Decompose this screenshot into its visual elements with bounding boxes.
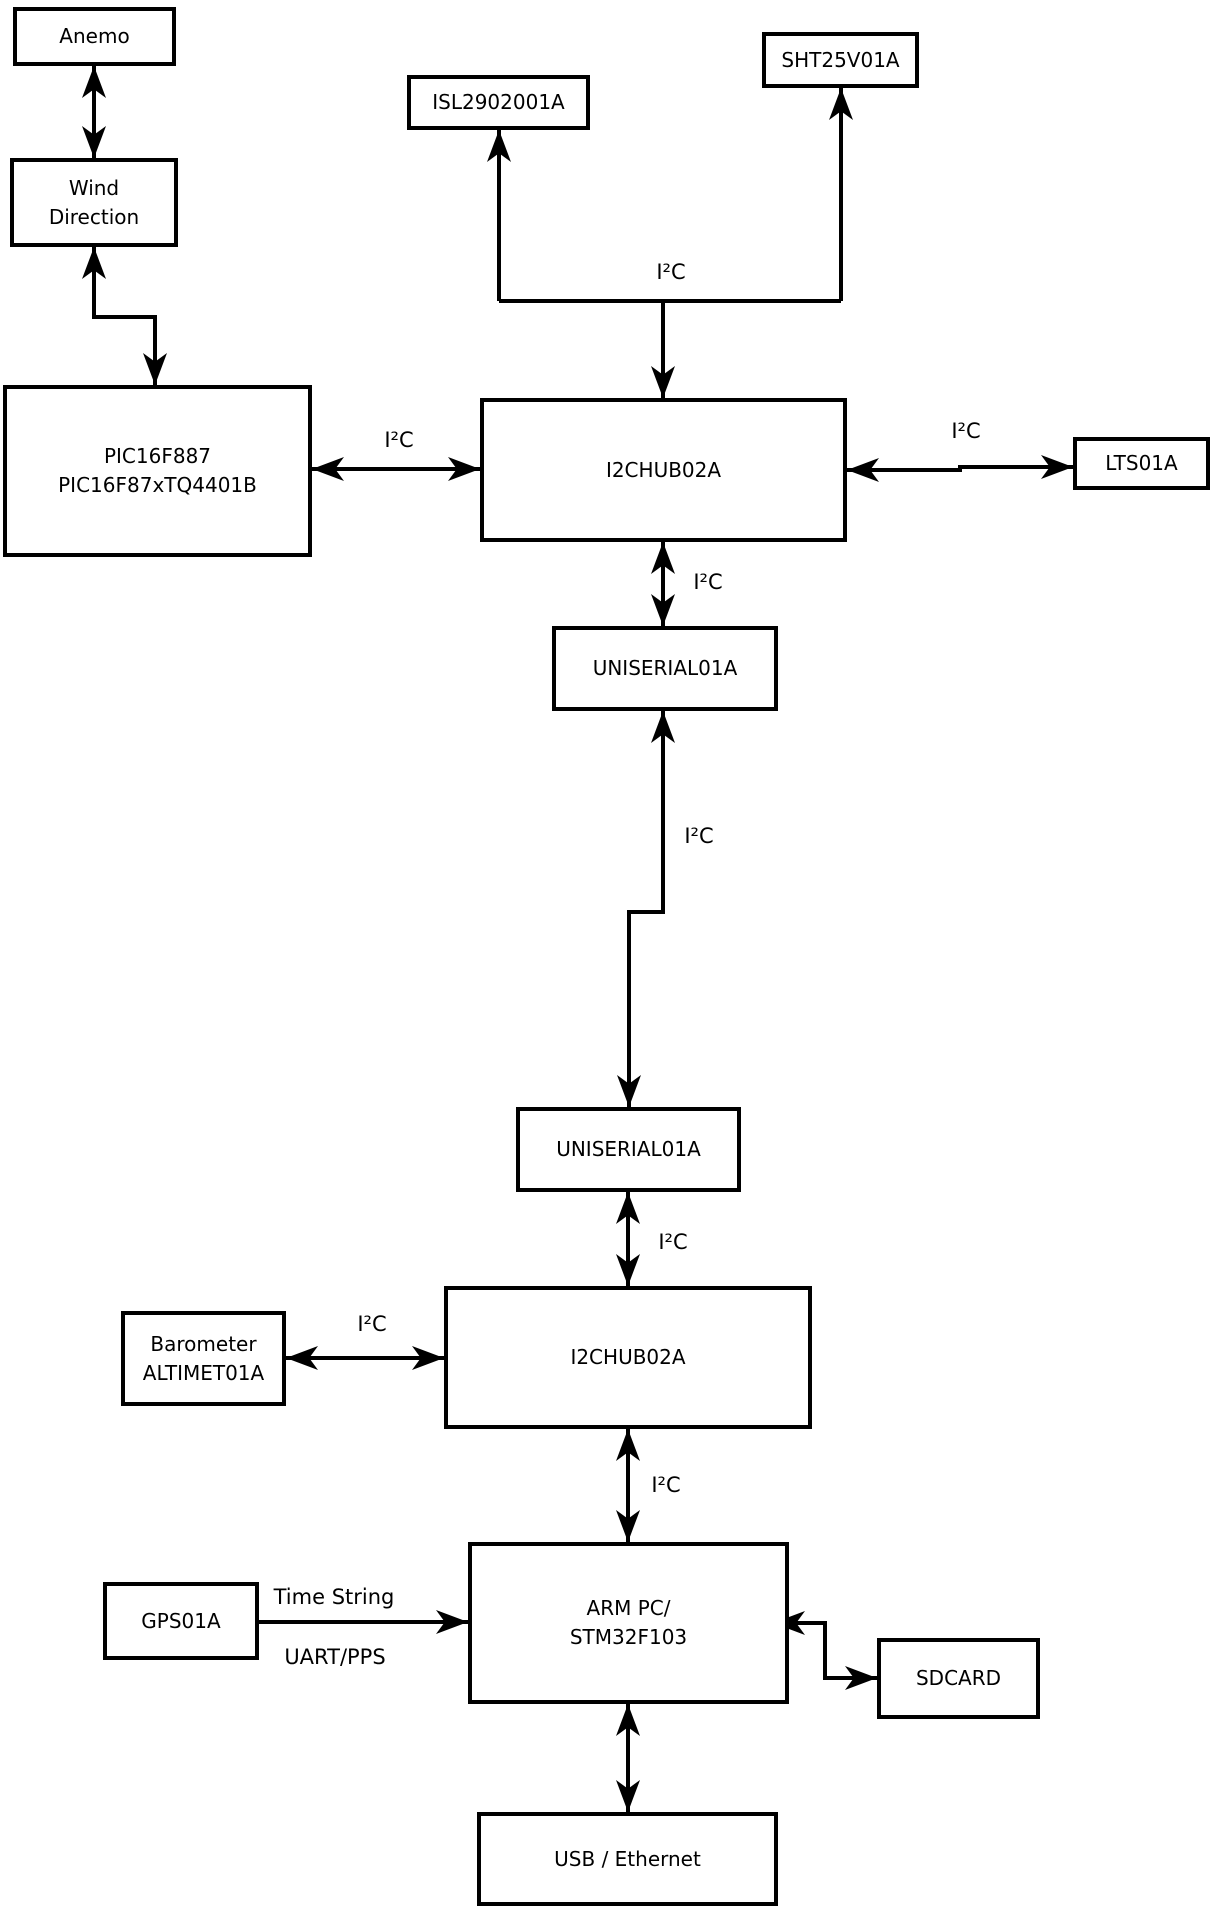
edge-label-bus-top-i2c: I²C — [656, 260, 686, 284]
node-lts01a-label: LTS01A — [1105, 451, 1178, 475]
node-i2chub02a-top — [480, 398, 847, 542]
node-arm-pc-label-line2: STM32F103 — [569, 1625, 688, 1649]
node-sdcard — [877, 1638, 1040, 1719]
node-uniserial01a-bottom-label: UNISERIAL01A — [556, 1137, 701, 1161]
edge-hub1-lts — [847, 467, 1073, 470]
node-wind-direction-label-line1: Wind — [68, 175, 120, 200]
node-isl2902001a-label: ISL2902001A — [432, 90, 565, 114]
node-sht25v01a — [762, 32, 919, 88]
node-uniserial01a-bottom — [516, 1107, 741, 1192]
node-barometer-altimet01a — [121, 1311, 286, 1406]
edge-label-pic-hub1-i2c: I²C — [384, 428, 414, 452]
node-i2chub02a-bottom — [444, 1286, 812, 1429]
node-arm-pc-label-line1: ARM PC/ — [586, 1596, 671, 1620]
node-sdcard-label: SDCARD — [915, 1666, 1002, 1690]
edge-label-hub1-lts-i2c: I²C — [951, 419, 981, 443]
edge-label-hub1-uni1-i2c: I²C — [693, 570, 723, 594]
node-gps01a — [103, 1582, 259, 1660]
node-pic16f887 — [3, 385, 312, 557]
node-sht25v01a-label: SHT25V01A — [781, 47, 900, 72]
node-gps01a-label: GPS01A — [141, 1608, 221, 1633]
edge-label-gps-arm-uart-pps: UART/PPS — [284, 1645, 386, 1669]
node-lts01a — [1073, 437, 1210, 490]
edge-label-uni2-hub2-i2c: I²C — [658, 1230, 688, 1254]
node-pic16f887-label-line2: PIC16F87xTQ4401B — [58, 473, 257, 497]
node-i2chub02a-bottom-label: I2CHUB02A — [570, 1345, 686, 1369]
node-anemo — [13, 7, 176, 66]
node-i2chub02a-top-label: I2CHUB02A — [605, 457, 722, 482]
node-arm-pc-stm32f103 — [468, 1542, 789, 1704]
node-isl2902001a — [407, 75, 590, 130]
node-barometer-label-line2: ALTIMET01A — [142, 1360, 265, 1385]
node-wind-direction-label-line2: Direction — [48, 204, 140, 229]
edge-uni1-uni2 — [629, 711, 663, 1107]
node-anemo-label: Anemo — [59, 24, 130, 48]
node-usb-ethernet-label: USB / Ethernet — [554, 1846, 701, 1871]
edge-label-hub2-arm-i2c: I²C — [651, 1473, 681, 1497]
node-usb-ethernet — [477, 1812, 778, 1906]
node-pic16f887-label-line1: PIC16F887 — [103, 444, 212, 468]
edge-wind-pic — [94, 247, 155, 385]
node-barometer-label-line1: Barometer — [150, 1331, 257, 1356]
node-uniserial01a-top — [552, 626, 778, 711]
edge-label-uni1-uni2-i2c: I²C — [684, 824, 714, 848]
edge-label-baro-hub2-i2c: I²C — [357, 1312, 387, 1336]
node-wind-direction — [10, 158, 178, 247]
edge-label-gps-arm-time-string: Time String — [273, 1585, 395, 1609]
node-uniserial01a-top-label: UNISERIAL01A — [592, 656, 738, 680]
